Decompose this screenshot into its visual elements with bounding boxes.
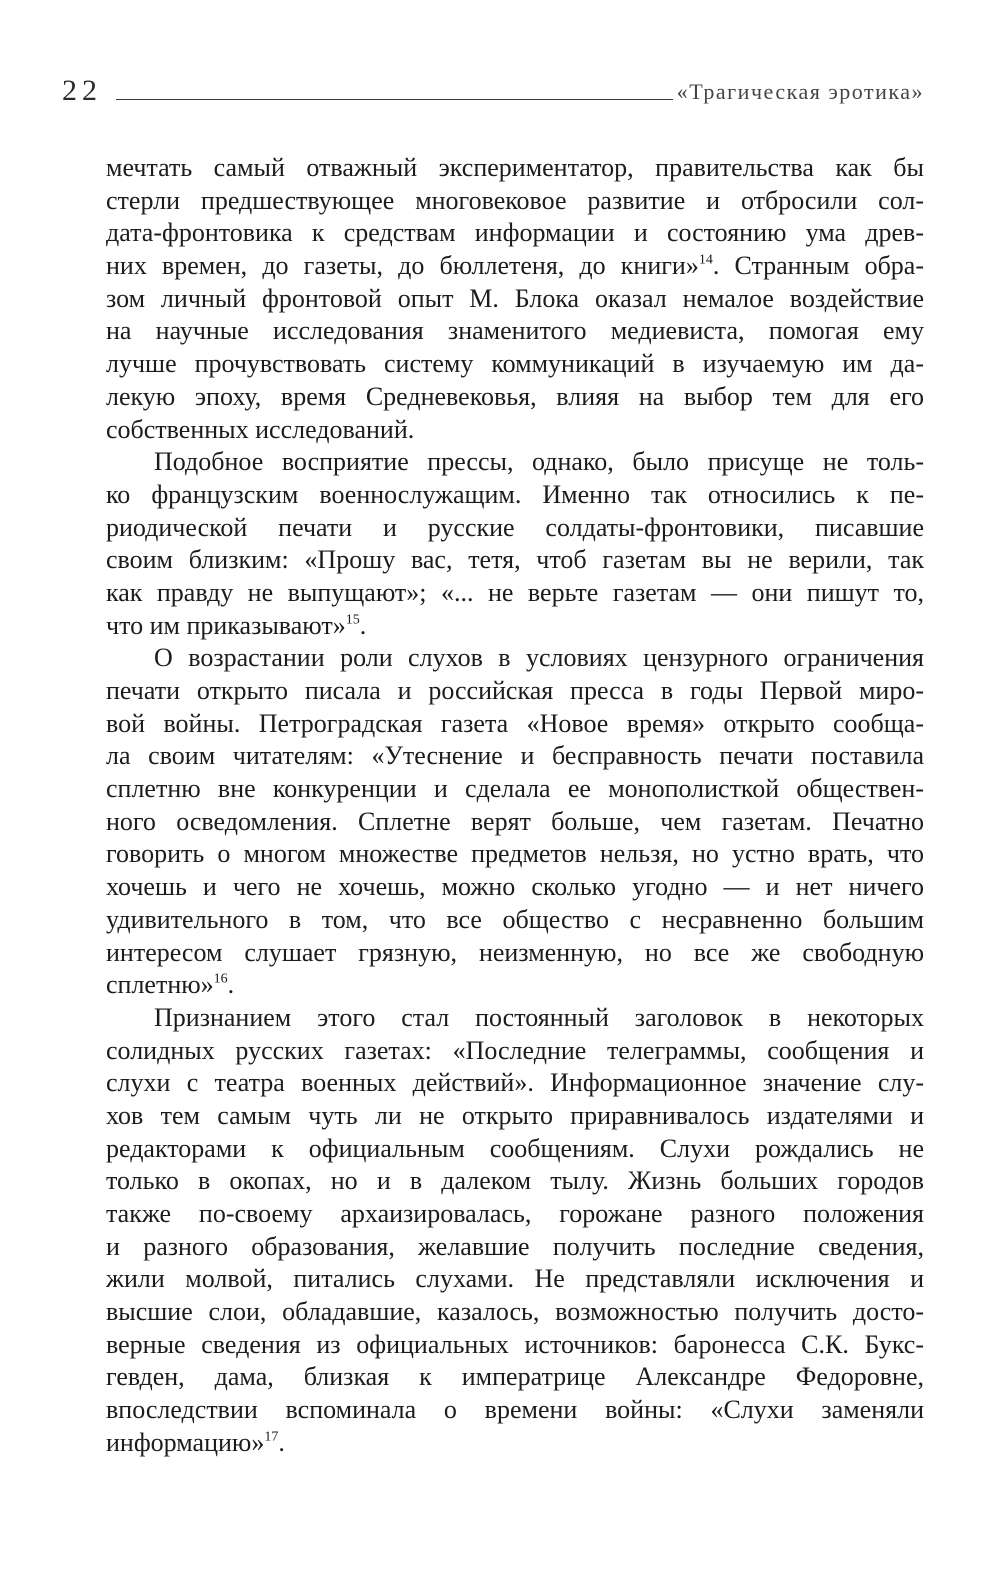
text-line (106, 838, 924, 871)
line-text: лекую эпоху, время Средневековья, влияя на выбор тем для его (106, 381, 924, 411)
footnote-marker: 15 (345, 612, 360, 628)
line-text: редакторами к официальным сообщениям. Слухи рождались не (106, 1133, 924, 1163)
header-rule (116, 99, 673, 100)
footnote-marker: 14 (698, 252, 713, 268)
text-line (106, 1427, 924, 1460)
line-text: как правду не выпущают»; «... не верьте газетам — они пишут то, (106, 577, 924, 607)
line-text-after: . (227, 970, 235, 1000)
line-text: сплетню вне конкуренции и сделала ее монополисткой обществен- (106, 774, 924, 804)
line-text: говорить о многом множестве предметов нельзя, но устно врать, что (106, 839, 924, 869)
text-line (106, 1394, 924, 1427)
text-line (106, 1067, 924, 1100)
text-line (106, 348, 924, 381)
line-text: Подобное восприятие прессы, однако, было присуще не толь- (154, 447, 924, 477)
text-line (106, 315, 924, 348)
text-line (106, 1035, 924, 1068)
running-title: «Трагическая эротика» (676, 79, 924, 104)
line-text: хов тем самым чуть ли не открыто приравнивалось издателями и (106, 1100, 924, 1130)
line-text: жили молвой, питались слухами. Не представляли исключения и (106, 1264, 924, 1294)
line-text: впоследствии вспоминала о времени войны: «Слухи заменяли (106, 1395, 924, 1425)
line-text: интересом слушает грязную, неизменную, но все же свободную (106, 937, 924, 967)
text-line (106, 610, 924, 643)
line-text: что им приказывают» (106, 610, 346, 640)
line-text: Признанием этого стал постоянный заголовок в некоторых (154, 1002, 924, 1032)
text-line (106, 283, 924, 316)
paragraph (106, 642, 924, 1002)
line-text: ко французским военнослужащим. Именно так относились к пе- (106, 479, 924, 509)
text-line (106, 577, 924, 610)
text-line (106, 1165, 924, 1198)
line-text: удивительного в том, что все общество с несравненно большим (106, 904, 924, 934)
line-text: мечтать самый отважный экспериментатор, правительства как бы (106, 153, 924, 182)
line-text: О возрастании роли слухов в условиях цензурного ограничения (154, 643, 924, 673)
line-text: риодической печати и русские солдаты-фронтовики, писавшие (106, 512, 924, 542)
text-line (106, 446, 924, 479)
text-line (106, 675, 924, 708)
page-number: 22 (62, 74, 102, 107)
line-text: ла своим читателям: «Утеснение и бесправность печати поставила (106, 741, 924, 771)
line-text: своим близким: «Прошу вас, тетя, чтоб газетам вы не верили, так (106, 545, 924, 575)
text-line (106, 642, 924, 675)
text-line (106, 544, 924, 577)
line-text: высшие слои, обладавшие, казалось, возможностью получить досто- (106, 1297, 924, 1327)
line-text: вой войны. Петроградская газета «Новое время» открыто сообща- (106, 708, 924, 738)
text-line (106, 152, 924, 185)
footnote-marker: 17 (264, 1429, 279, 1445)
line-text: солидных русских газетах: «Последние телеграммы, сообщения и (106, 1035, 924, 1065)
text-line (106, 414, 924, 447)
text-line (106, 773, 924, 806)
line-text-after: . Странным обра- (712, 251, 924, 281)
text-line (106, 937, 924, 970)
text-line (106, 871, 924, 904)
text-line (106, 1100, 924, 1133)
line-text-after: . (278, 1427, 285, 1457)
line-text: сплетню» (106, 970, 214, 1000)
text-line (106, 1296, 924, 1329)
line-text: печати открыто писала и российская пресса в годы Первой миро- (106, 676, 924, 705)
text-line (106, 1133, 924, 1166)
line-text: только в окопах, но и в далеком тылу. Жизнь больших городов (106, 1166, 924, 1196)
line-text: гевден, дама, близкая к императрице Александре Федоровне, (106, 1362, 924, 1392)
line-text: собственных исследований. (106, 414, 415, 444)
text-line (106, 1002, 924, 1035)
line-text: хочешь и чего не хочешь, можно сколько угодно — и нет ничего (106, 872, 924, 902)
paragraph (106, 152, 924, 446)
running-header (62, 70, 924, 106)
text-line (106, 1231, 924, 1264)
line-text: зом личный фронтовой опыт М. Блока оказал немалое воздействие (106, 283, 924, 313)
line-text: них времен, до газеты, до бюллетеня, до книги» (106, 251, 699, 281)
footnote-marker: 16 (213, 971, 228, 987)
text-line (106, 904, 924, 937)
text-line (106, 479, 924, 512)
line-text: и разного образования, желавшие получить последние сведения, (106, 1231, 924, 1261)
text-line (106, 708, 924, 741)
text-line (106, 1263, 924, 1296)
text-line (106, 250, 924, 283)
line-text: на научные исследования знаменитого медиевиста, помогая ему (106, 316, 924, 346)
paragraph (106, 1002, 924, 1460)
text-line (106, 185, 924, 218)
text-line (106, 217, 924, 250)
line-text: слухи с театра военных действий». Информационное значение слу- (106, 1068, 924, 1098)
line-text: также по-своему архаизировалась, горожане разного положения (106, 1199, 924, 1228)
text-line (106, 806, 924, 839)
text-line (106, 969, 924, 1002)
body-text (106, 152, 924, 1460)
text-line (106, 1198, 924, 1231)
line-text-after: . (359, 610, 367, 640)
line-text: дата-фронтовика к средствам информации и состоянию ума древ- (106, 218, 924, 248)
text-line (106, 740, 924, 773)
line-text: стерли предшествующее многовековое развитие и отбросили сол- (106, 185, 924, 215)
line-text: ного осведомления. Сплетне верят больше, чем газетам. Печатно (106, 806, 924, 836)
text-line (106, 1329, 924, 1362)
line-text: лучше прочувствовать систему коммуникаций в изучаемую им да- (106, 349, 924, 379)
line-text: информацию» (106, 1427, 265, 1457)
text-line (106, 512, 924, 545)
text-line (106, 381, 924, 414)
text-line (106, 1361, 924, 1394)
line-text: верные сведения из официальных источников: баронесса С.К. Букс- (106, 1329, 924, 1359)
paragraph (106, 446, 924, 642)
